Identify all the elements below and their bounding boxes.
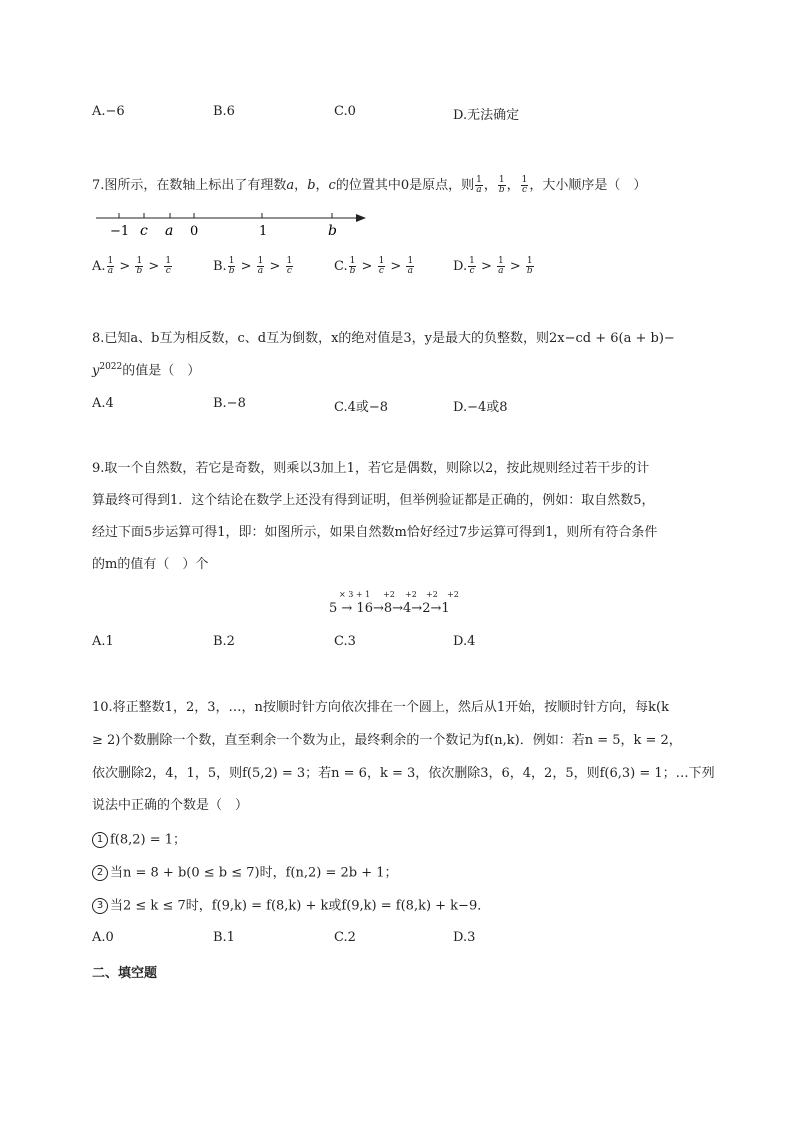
q6-option-a: A.−6 bbox=[92, 104, 125, 119]
q10-option-d: D.3 bbox=[453, 930, 476, 945]
circled-number-icon: 2 bbox=[92, 865, 108, 881]
circled-number-icon: 3 bbox=[92, 898, 108, 914]
q8-option-a: A.4 bbox=[92, 396, 114, 411]
q8-option-d: D.−4或8 bbox=[453, 400, 508, 415]
q9-option-d: D.4 bbox=[453, 634, 476, 649]
q10-stem-line1: 10.将正整数1，2，3，…，n按顺时针方向依次排在一个圆上，然后从1开始，按顺时针方向，每k(k bbox=[92, 700, 669, 715]
tick-label-one: 1 bbox=[259, 224, 268, 239]
frac-1-over-b: $\frac{1}{b}$ bbox=[498, 175, 505, 195]
q10-option-b: B.1 bbox=[213, 930, 235, 945]
q7-sep2: ， bbox=[315, 178, 329, 193]
arrow-head-icon bbox=[356, 214, 366, 222]
q10-stem-line3: 依次删除2，4，1，5，则f(5,2) = 3；若n = 6，k = 3，依次删除3，6，4，2，5，则f(6,3) = 1；…下列 bbox=[92, 766, 715, 781]
q7-option-d: D. $\frac{1}{c}$ > $\frac{1}{a}$ > $\frac{1}{b}$ bbox=[453, 256, 533, 276]
q9-option-a: A.1 bbox=[92, 634, 114, 649]
q7-stem-suffix: ，大小顺序是（ ） bbox=[529, 178, 647, 193]
q7-sep1: ， bbox=[294, 178, 308, 193]
tick-label-c: c bbox=[140, 223, 148, 239]
q9-option-c: C.3 bbox=[334, 634, 356, 649]
q7-stem: 7.图所示，在数轴上标出了有理数a，b，c的位置其中0是原点，则 $\frac{1}{a}$ ， $\frac{1}{b}$ ， $\frac{1}{c}$ ，大小顺序是（ ） bbox=[92, 175, 647, 195]
q7-var-c: c bbox=[328, 178, 336, 193]
q9-stem-line4: 的m的值有（ ）个 bbox=[92, 557, 209, 572]
q7-var-a: a bbox=[286, 178, 295, 193]
q9-option-b: B.2 bbox=[213, 634, 235, 649]
q10-option-a: A.0 bbox=[92, 930, 114, 945]
q6-option-b: B.6 bbox=[213, 104, 235, 119]
q7-option-b: B. $\frac{1}{b}$ > $\frac{1}{a}$ > $\frac{1}{c}$ bbox=[213, 256, 293, 276]
q9-op-3: +2 bbox=[405, 590, 417, 599]
q9-op-2: +2 bbox=[383, 590, 395, 599]
q9-stem-line2: 算最终可得到1．这个结论在数学上还没有得到证明，但举例验证都是正确的，例如：取自然数5， bbox=[92, 493, 655, 508]
q7-var-b: b bbox=[307, 178, 316, 193]
q10-item-1: 1 f(8,2) = 1； bbox=[92, 832, 186, 848]
q9-op-4: +2 bbox=[426, 590, 438, 599]
q8-stem-line1: 8.已知a、b互为相反数，c、d互为倒数，x的绝对值是3，y是最大的负整数，则2x−cd + 6(a + b)− bbox=[92, 331, 675, 346]
q9-chain: 5 → 16→8→4→2→1 bbox=[329, 601, 450, 616]
q7-stem-mid: 的位置其中0是原点，则 bbox=[335, 178, 475, 193]
q10-option-c: C.2 bbox=[334, 930, 356, 945]
q10-stem-line2: ≥ 2)个数删除一个数，直至剩余一个数为止，最终剩余的一个数记为f(n,k)．例如：若n = 5，k = 2， bbox=[92, 733, 682, 748]
q8-option-c: C.4或−8 bbox=[334, 400, 389, 415]
circled-number-icon: 1 bbox=[92, 832, 108, 848]
q9-stem-line1: 9.取一个自然数，若它是奇数，则乘以3加上1，若它是偶数，则除以2，按此规则经过若干步的计 bbox=[92, 461, 650, 476]
q6-option-c: C.0 bbox=[334, 104, 356, 119]
tick-label-minus-one: −1 bbox=[110, 224, 130, 239]
q9-op-1: × 3 + 1 bbox=[339, 590, 371, 599]
frac-1-over-a: $\frac{1}{a}$ bbox=[476, 175, 482, 195]
tick-label-b: b bbox=[328, 223, 337, 239]
q7-option-a: A. $\frac{1}{a}$ > $\frac{1}{b}$ > $\frac{1}{c}$ bbox=[92, 256, 172, 276]
q7-stem-prefix: 7.图所示，在数轴上标出了有理数 bbox=[92, 178, 287, 193]
tick-label-zero: 0 bbox=[190, 224, 199, 239]
q8-option-b: B.−8 bbox=[213, 396, 246, 411]
q10-item-2: 2 当n = 8 + b(0 ≤ b ≤ 7)时，f(n,2) = 2b + 1； bbox=[92, 865, 398, 881]
number-line bbox=[90, 208, 380, 242]
q9-op-5: +2 bbox=[447, 590, 459, 599]
tick-label-a: a bbox=[165, 223, 174, 239]
q8-stem-line2: $y^{2022}$的值是（ ） bbox=[92, 362, 201, 379]
q6-option-d: D.无法确定 bbox=[453, 108, 520, 123]
frac-1-over-c: $\frac{1}{c}$ bbox=[521, 175, 528, 195]
q10-stem-line4: 说法中正确的个数是（ ） bbox=[92, 798, 249, 813]
section-title-fill-in: 二、填空题 bbox=[92, 966, 158, 981]
q9-stem-line3: 经过下面5步运算可得1，即：如图所示，如果自然数m恰好经过7步运算可得到1，则所有符合条件 bbox=[92, 525, 658, 540]
q7-option-c: C. $\frac{1}{b}$ > $\frac{1}{c}$ > $\frac{1}{a}$ bbox=[334, 256, 414, 276]
q10-item-3: 3 当2 ≤ k ≤ 7时，f(9,k) = f(8,k) + k或f(9,k) = f(8,k) + k−9． bbox=[92, 898, 490, 914]
